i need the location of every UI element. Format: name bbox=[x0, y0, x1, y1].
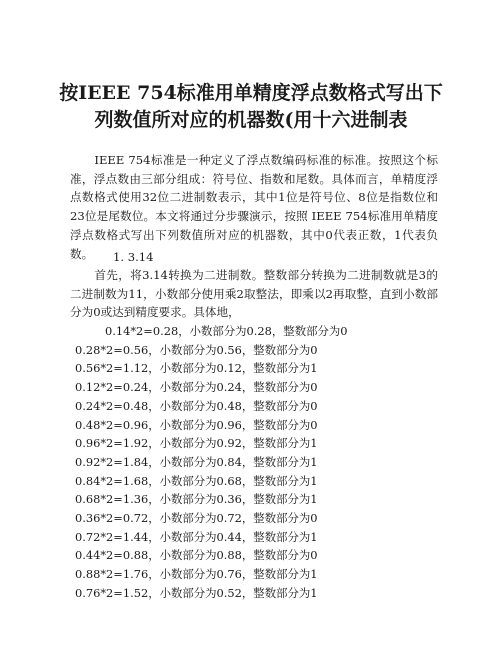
calculation-line: 0.24*2=0.48，小数部分为0.48，整数部分为0 bbox=[75, 398, 318, 413]
calculation-line: 0.88*2=1.76，小数部分为0.76，整数部分为1 bbox=[75, 567, 318, 582]
calculation-line: 0.56*2=1.12，小数部分为0.12，整数部分为1 bbox=[75, 361, 318, 376]
calculation-line: 0.28*2=0.56，小数部分为0.56，整数部分为0 bbox=[75, 342, 318, 357]
calculation-line: 0.76*2=1.52，小数部分为0.52，整数部分为1 bbox=[75, 585, 318, 600]
calculation-line: 0.48*2=0.96，小数部分为0.96，整数部分为0 bbox=[75, 417, 318, 432]
calculation-line: 0.68*2=1.36，小数部分为0.36，整数部分为1 bbox=[75, 492, 318, 507]
calculation-line: 0.44*2=0.88，小数部分为0.88，整数部分为0 bbox=[75, 548, 318, 563]
step-1-heading: 1. 3.14 bbox=[113, 250, 154, 264]
calculation-line: 0.12*2=0.24，小数部分为0.24，整数部分为0 bbox=[75, 380, 318, 395]
calculation-line: 0.96*2=1.92，小数部分为0.92，整数部分为1 bbox=[75, 436, 318, 451]
step-1-paragraph: 首先，将3.14转换为二进制数。整数部分转换为二进制数就是3的二进制数为11，小数部分使用乘2取整法，即乘以2再取整，直到小数部分为0或达到精度要求。具体地， bbox=[70, 268, 438, 320]
intro-paragraph: IEEE 754标准是一种定义了浮点数编码标准的标准。按照这个标准，浮点数由三部分组成：符号位、指数和尾数。具体而言，单精度浮点数格式使用32位二进制数表示，其中1位是符号位、8位是指数位和23位是尾数位。本文将通过分步骤演示，按照 IEEE 754标准用单精度浮点数格式写出下列数值所对应的机器数，其中0代表正数，1代表负数。 bbox=[70, 153, 438, 261]
calculation-line: 0.36*2=0.72，小数部分为0.72，整数部分为0 bbox=[75, 511, 318, 526]
document-title-line-2: 列数值所对应的机器数(用十六进制表 bbox=[94, 109, 408, 131]
calculation-line: 0.92*2=1.84，小数部分为0.84，整数部分为1 bbox=[75, 454, 318, 469]
calculation-line: 0.14*2=0.28，小数部分为0.28，整数部分为0 bbox=[105, 324, 348, 338]
calculation-line: 0.72*2=1.44，小数部分为0.44，整数部分为1 bbox=[75, 529, 318, 544]
document-title-line-1: 按IEEE 754标准用单精度浮点数格式写出下 bbox=[59, 82, 443, 104]
calculation-line: 0.84*2=1.68，小数部分为0.68，整数部分为1 bbox=[75, 473, 318, 488]
calculation-list bbox=[75, 322, 348, 603]
